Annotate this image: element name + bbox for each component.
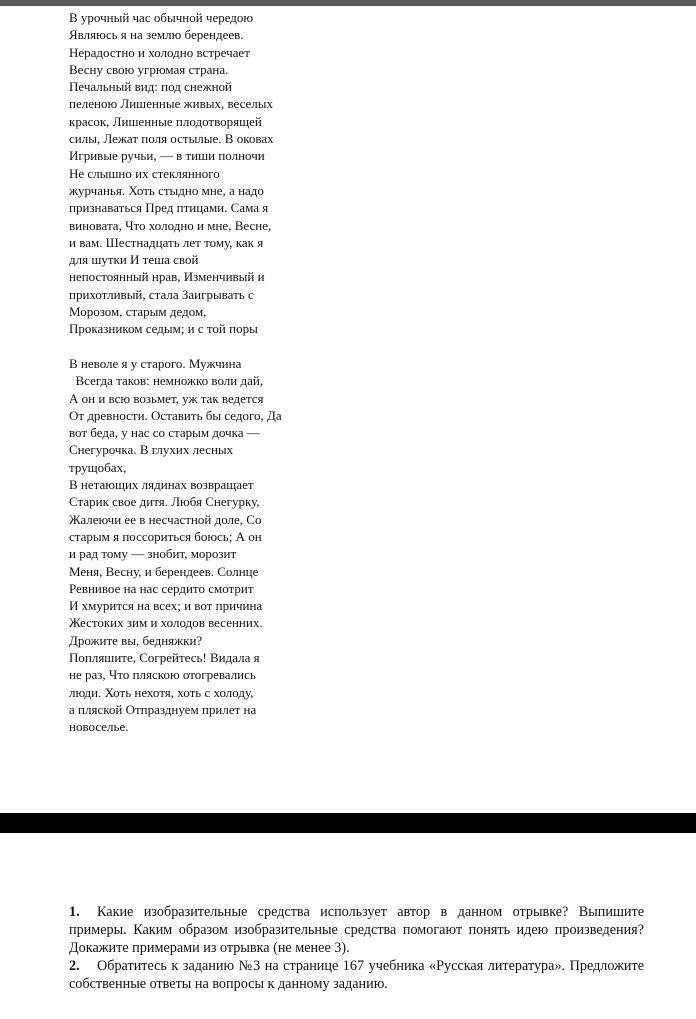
poem-excerpt: [69, 9, 309, 735]
poem-line: красок, Лишенные плодотворящей: [69, 113, 262, 129]
poem-line: Дрожите вы, бедняжки?: [69, 632, 203, 648]
poem-stanza-2: [69, 355, 309, 736]
poem-line: признаваться Пред птицами. Сама я: [69, 200, 269, 216]
poem-line: В неволе я у старого. Мужчина: [69, 355, 242, 371]
poem-line: и рад тому — знобит, морозит: [69, 546, 237, 562]
assignment-questions: [69, 903, 644, 993]
poem-line: журчанья. Хоть стыдно мне, а надо: [69, 182, 264, 198]
poem-line: Всегда таков: немножко воли дай,: [69, 373, 264, 389]
top-edge-bar: [0, 0, 696, 6]
poem-line: От древности. Оставить бы седого, Да: [69, 407, 282, 423]
poem-line: В нетающих лядинах возвращает: [69, 477, 254, 493]
poem-line: вот беда, у нас со старым дочка —: [69, 425, 260, 441]
poem-line: непостоянный нрав, Изменчивый и: [69, 269, 265, 285]
poem-line: Жестоких зим и холодов весенних.: [69, 615, 263, 631]
question-1: [69, 903, 644, 957]
poem-line: В урочный час обычной чередою: [69, 10, 254, 25]
poem-line: старым я поссориться боюсь; А он: [69, 528, 262, 544]
question-number: 2.: [69, 958, 80, 974]
poem-line: Проказником седым; и с той поры: [69, 321, 258, 337]
poem-line: силы, Лежат поля остылые. В оковах: [69, 131, 274, 147]
poem-line: Весну свою угрюмая страна.: [69, 61, 229, 77]
poem-line: Попляшите, Согрейтесь! Видала я: [69, 649, 260, 665]
poem-line: И хмурится на всех; и вот причина: [69, 598, 263, 614]
poem-line: Старик свое дитя. Любя Снегурку,: [69, 494, 260, 510]
poem-line: Не слышно их стеклянного: [69, 165, 220, 181]
poem-line: Жалеючи ее в несчастной доле, Со: [69, 511, 262, 527]
question-text: Какие изобразительные средства использует автор в данном отрывке? Выпишите примеры. Каким образом изобразительные средства помогают понять идею произведения? Докажите примерами из отрывка (не менее 3).: [69, 904, 644, 956]
black-divider-band: [0, 813, 696, 833]
poem-line: Ревнивое на нас сердито смотрит: [69, 580, 254, 596]
poem-line: А он и всю возьмет, уж так ведется: [69, 390, 264, 406]
poem-line: виновата, Что холодно и мне, Весне,: [69, 217, 272, 233]
question-text: Обратитесь к заданию №3 на странице 167 учебника «Русская литература». Предложите собственные ответы на вопросы к данному заданию.: [69, 958, 644, 992]
poem-line: и вам. Шестнадцать лет тому, как я: [69, 234, 264, 250]
poem-line: новоселье.: [69, 719, 129, 735]
question-2: [69, 957, 644, 993]
question-number: 1.: [69, 904, 80, 920]
poem-line: Являюсь я на землю берендеев.: [69, 27, 244, 43]
poem-line: Игривые ручьи, — в тиши полночи: [69, 148, 265, 164]
poem-line: Морозом, старым дедом,: [69, 304, 207, 320]
poem-line: трущобах,: [69, 459, 127, 475]
poem-line: не раз, Что пляскою отогревались: [69, 667, 256, 683]
poem-line: Печальный вид: под снежной: [69, 79, 232, 95]
poem-line: Снегурочка. В глухих лесных: [69, 442, 234, 458]
poem-line: люди. Хоть нехотя, хоть с холоду,: [69, 684, 254, 700]
poem-line: Меня, Весну, и берендеев. Солнце: [69, 563, 259, 579]
poem-stanza-1: [69, 9, 309, 338]
poem-line: пеленою Лишенные живых, веселых: [69, 96, 274, 112]
poem-line: для шутки И теша свой: [69, 252, 199, 268]
poem-line: Нерадостно и холодно встречает: [69, 44, 250, 60]
poem-line: прихотливый, стала Заигрывать с: [69, 286, 254, 302]
poem-line: а пляской Отпразднуем прилет на: [69, 701, 257, 717]
stanza-gap: [69, 338, 309, 355]
